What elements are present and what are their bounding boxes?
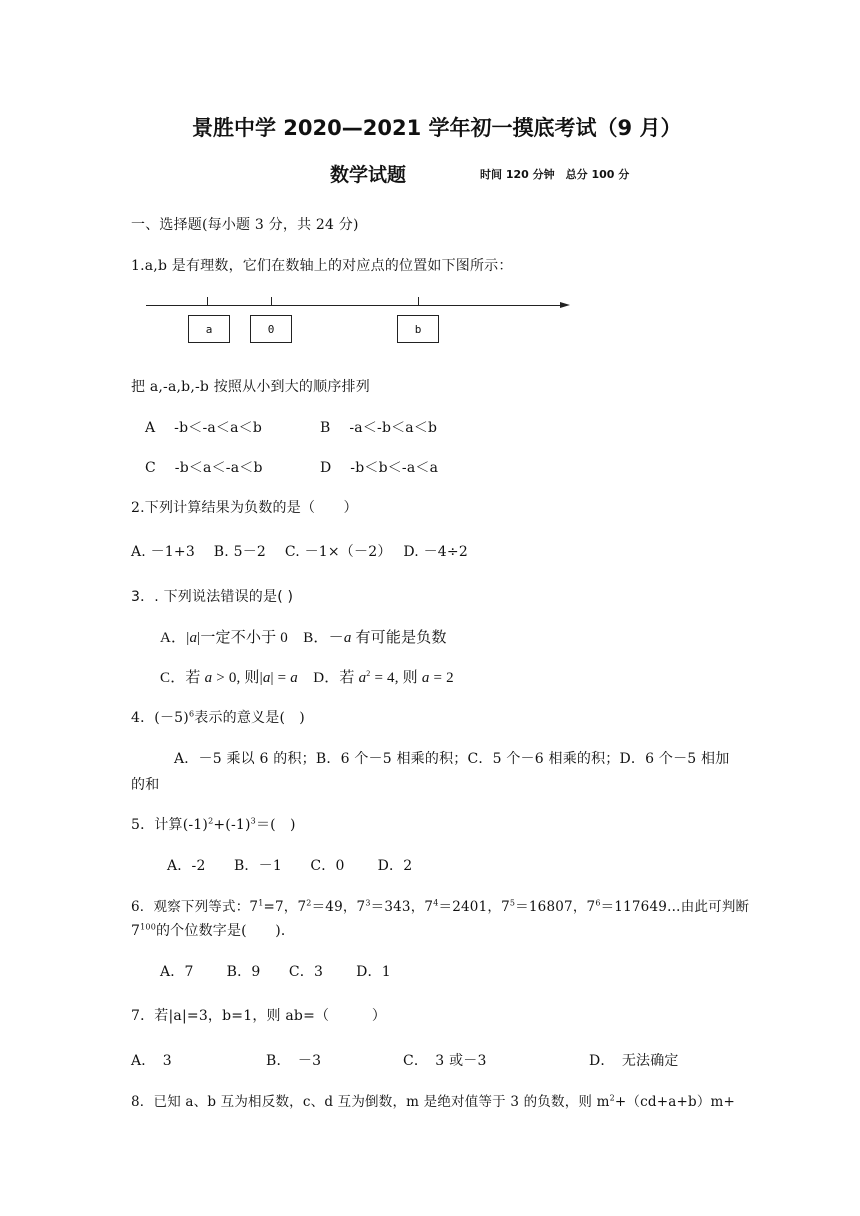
q6-options: A．7 B．9 C．3 D．1	[160, 964, 391, 980]
q1-option-a: A -b＜-a＜a＜b	[145, 420, 263, 436]
q4-stem-pre: 4．(－5)	[131, 710, 189, 726]
label-box-a: a	[188, 315, 230, 343]
q3-d-part1: D．若	[298, 670, 359, 686]
q5-stem-pre: 5．计算(-1)	[131, 817, 209, 833]
q6-sup2: 2	[306, 898, 312, 908]
q4-options-line1: A．－5 乘以 6 的积；B．6 个－5 相乘的积；C．5 个－6 相乘的积；D．6 个－5 相加	[174, 751, 730, 767]
q3-d-part2: = 4, 则	[370, 670, 422, 686]
tick-a	[207, 297, 208, 306]
q3-c-var1: a	[204, 670, 213, 686]
q6-line2-sup: 100	[140, 922, 156, 932]
q8-stem-post: +（cd+a+b）m+	[614, 1094, 736, 1110]
q3-b-part2: 有可能是负数	[351, 630, 447, 646]
q6-part0: 6．观察下列等式：7	[131, 899, 259, 915]
number-line-axis	[146, 305, 560, 306]
q6-part3: ＝343，7	[370, 899, 434, 915]
q8-stem-sup: 2	[609, 1093, 615, 1103]
q3-c-part1: C．若	[160, 670, 205, 686]
q6-line2-pre: 7	[131, 923, 141, 939]
q5-sup1: 2	[208, 816, 214, 826]
q8-stem	[131, 1090, 735, 1110]
q7-option-d: D． 无法确定	[589, 1053, 679, 1069]
tick-b	[418, 297, 419, 306]
q7-option-c: C． 3 或－3	[403, 1053, 487, 1069]
exam-subtitle: 数学试题	[330, 164, 407, 186]
q1-option-d: D -b＜b＜-a＜a	[320, 460, 439, 476]
section-heading: 一、选择题(每小题 3 分，共 24 分)	[131, 217, 359, 233]
q2-stem: 2.下列计算结果为负数的是（ ）	[131, 500, 358, 516]
q6-sup6: 6	[595, 898, 601, 908]
q2-options: A. －1+3 B. 5－2 C. －1×（－2） D. －4÷2	[131, 544, 468, 560]
q4-options-line2: 的和	[131, 777, 160, 793]
q6-sup5: 5	[509, 898, 516, 908]
q6-part1: =7，7	[263, 899, 307, 915]
q5-stem-post: ＝( )	[255, 817, 296, 833]
q6-sup3: 3	[365, 898, 371, 908]
q5-sup2: 3	[250, 816, 256, 826]
number-line-arrow-icon	[560, 302, 570, 308]
label-box-0: 0	[250, 315, 292, 343]
exam-title: 景胜中学 2020—2021 学年初一摸底考试（9 月）	[192, 116, 682, 140]
q6-sup1: 1	[258, 898, 264, 908]
q3-d-var1: a	[358, 670, 367, 686]
q4-stem-post: 表示的意义是( )	[194, 710, 305, 726]
label-box-b: b	[397, 315, 439, 343]
q1-option-b: B -a＜-b＜a＜b	[320, 420, 438, 436]
q4-stem-sup: 6	[188, 709, 195, 719]
q6-part6: ＝117649…由此可判断	[600, 899, 750, 915]
q6-part4: ＝2401，7	[438, 899, 510, 915]
q3-d-part3: = 2	[429, 670, 454, 686]
q7-option-a: A． 3	[131, 1053, 172, 1069]
q3-c-var3: a	[290, 670, 298, 686]
q6-stem-line1	[131, 895, 749, 915]
exam-meta: 时间 120 分钟 总分 100 分	[480, 168, 630, 181]
q3-stem: 3．. 下列说法错误的是( )	[131, 589, 294, 605]
q5-stem-mid: +(-1)	[213, 817, 251, 833]
q7-stem: 7．若|a|=3，b=1，则 ab=（ ）	[131, 1008, 387, 1024]
q1-option-c: C -b＜a＜-a＜b	[145, 460, 263, 476]
q5-options: A．-2 B．－1 C．0 D．2	[167, 858, 413, 874]
q3-a-var: a	[189, 630, 198, 646]
tick-0	[271, 297, 272, 306]
q1-stem: 1.a,b 是有理数，它们在数轴上的对应点的位置如下图所示：	[131, 258, 513, 274]
q3-d-exp: 2	[366, 669, 371, 678]
q8-stem-pre: 8．已知 a、b 互为相反数，c、d 互为倒数，m 是绝对值等于 3 的负数，则 m	[131, 1094, 610, 1110]
q7-option-b: B． －3	[266, 1053, 322, 1069]
q3-options-ab	[160, 626, 447, 647]
q3-c-var2: a	[262, 670, 271, 686]
q6-part5: ＝16807，7	[515, 899, 596, 915]
q6-stem-line2	[131, 920, 295, 940]
q6-part2: ＝49，7	[311, 899, 366, 915]
q3-c-part2: > 0, 则|	[212, 670, 263, 686]
q3-a-part1: A．|	[160, 630, 190, 646]
q3-options-cd	[160, 666, 454, 687]
q3-d-var2: a	[421, 670, 430, 686]
q6-sup4: 4	[433, 898, 439, 908]
q3-a-part2: |一定不小于 0 B．－	[197, 630, 344, 646]
q4-stem	[131, 707, 305, 727]
q6-line2-post: 的个位数字是( )．	[155, 923, 296, 939]
q3-b-var: a	[343, 630, 352, 646]
q1-instruction: 把 a,-a,b,-b 按照从小到大的顺序排列	[131, 379, 370, 395]
q3-c-part3: | =	[270, 670, 291, 686]
q5-stem	[131, 814, 296, 834]
